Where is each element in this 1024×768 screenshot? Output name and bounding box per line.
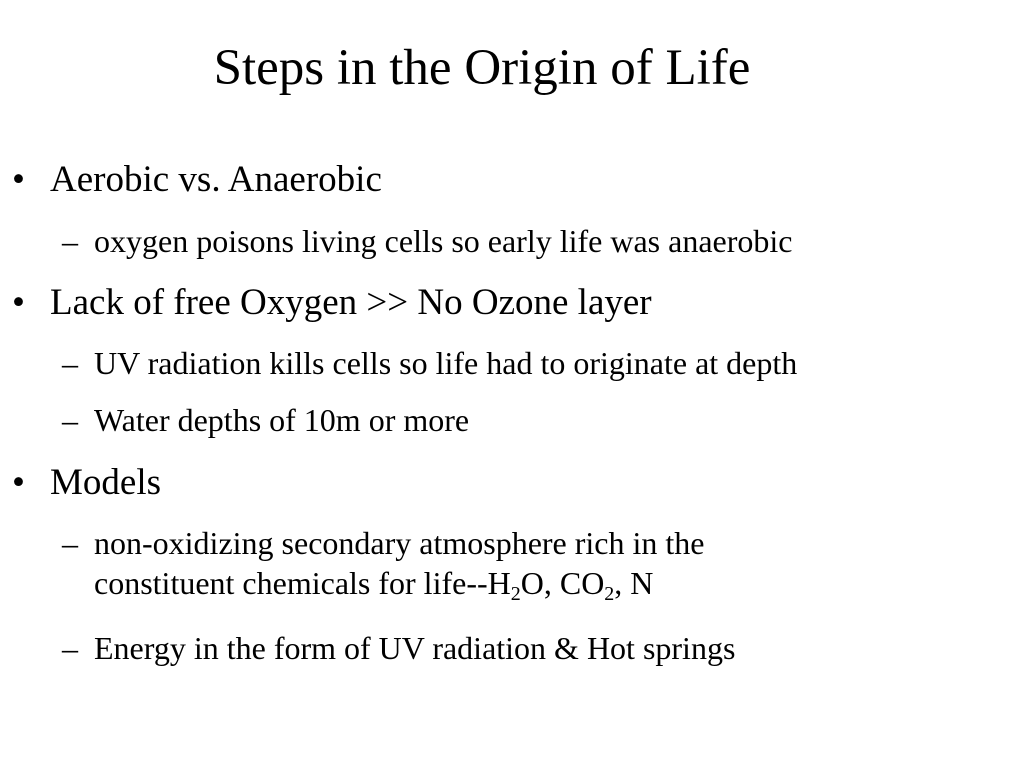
subbullet-text	[94, 523, 994, 603]
dash-marker: –	[62, 525, 78, 561]
subbullet-text: Energy in the form of UV radiation & Hot springs	[94, 630, 736, 666]
subscript-2: 2	[510, 583, 521, 605]
bullet-marker: •	[12, 282, 25, 323]
bullet-models	[12, 461, 161, 505]
subbullet-line-2-part-a: constituent chemicals for life--H	[94, 565, 511, 601]
dash-marker: –	[62, 630, 78, 666]
subbullet-text: oxygen poisons living cells so early life was anaerobic	[94, 223, 793, 259]
dash-marker: –	[62, 402, 78, 438]
dash-marker: –	[62, 345, 78, 381]
subbullet-line-2-part-b: O, CO	[520, 565, 605, 601]
subscript-2: 2	[604, 583, 615, 605]
subbullet-text: Water depths of 10m or more	[94, 402, 470, 438]
bullet-lack-of-oxygen	[12, 281, 652, 325]
subbullet-energy-forms	[62, 628, 994, 668]
bullet-marker: •	[12, 462, 25, 503]
subbullet-non-oxidizing-atmosphere	[62, 523, 994, 603]
subbullet-line-1: non-oxidizing secondary atmosphere rich in the	[94, 525, 705, 561]
subbullet-text: UV radiation kills cells so life had to originate at depth	[94, 345, 798, 381]
subbullet-line-2-part-c: , N	[614, 565, 654, 601]
subbullet-oxygen-poisons	[62, 221, 994, 261]
bullet-marker: •	[12, 159, 25, 200]
subbullet-water-depths	[62, 400, 994, 440]
bullet-aerobic	[12, 158, 382, 202]
bullet-text: Models	[50, 462, 161, 503]
bullet-text: Lack of free Oxygen >> No Ozone layer	[50, 282, 652, 323]
slide-title: Steps in the Origin of Life	[213, 40, 751, 96]
dash-marker: –	[62, 223, 78, 259]
subbullet-uv-kills-cells	[62, 343, 994, 383]
bullet-text: Aerobic vs. Anaerobic	[50, 159, 382, 200]
